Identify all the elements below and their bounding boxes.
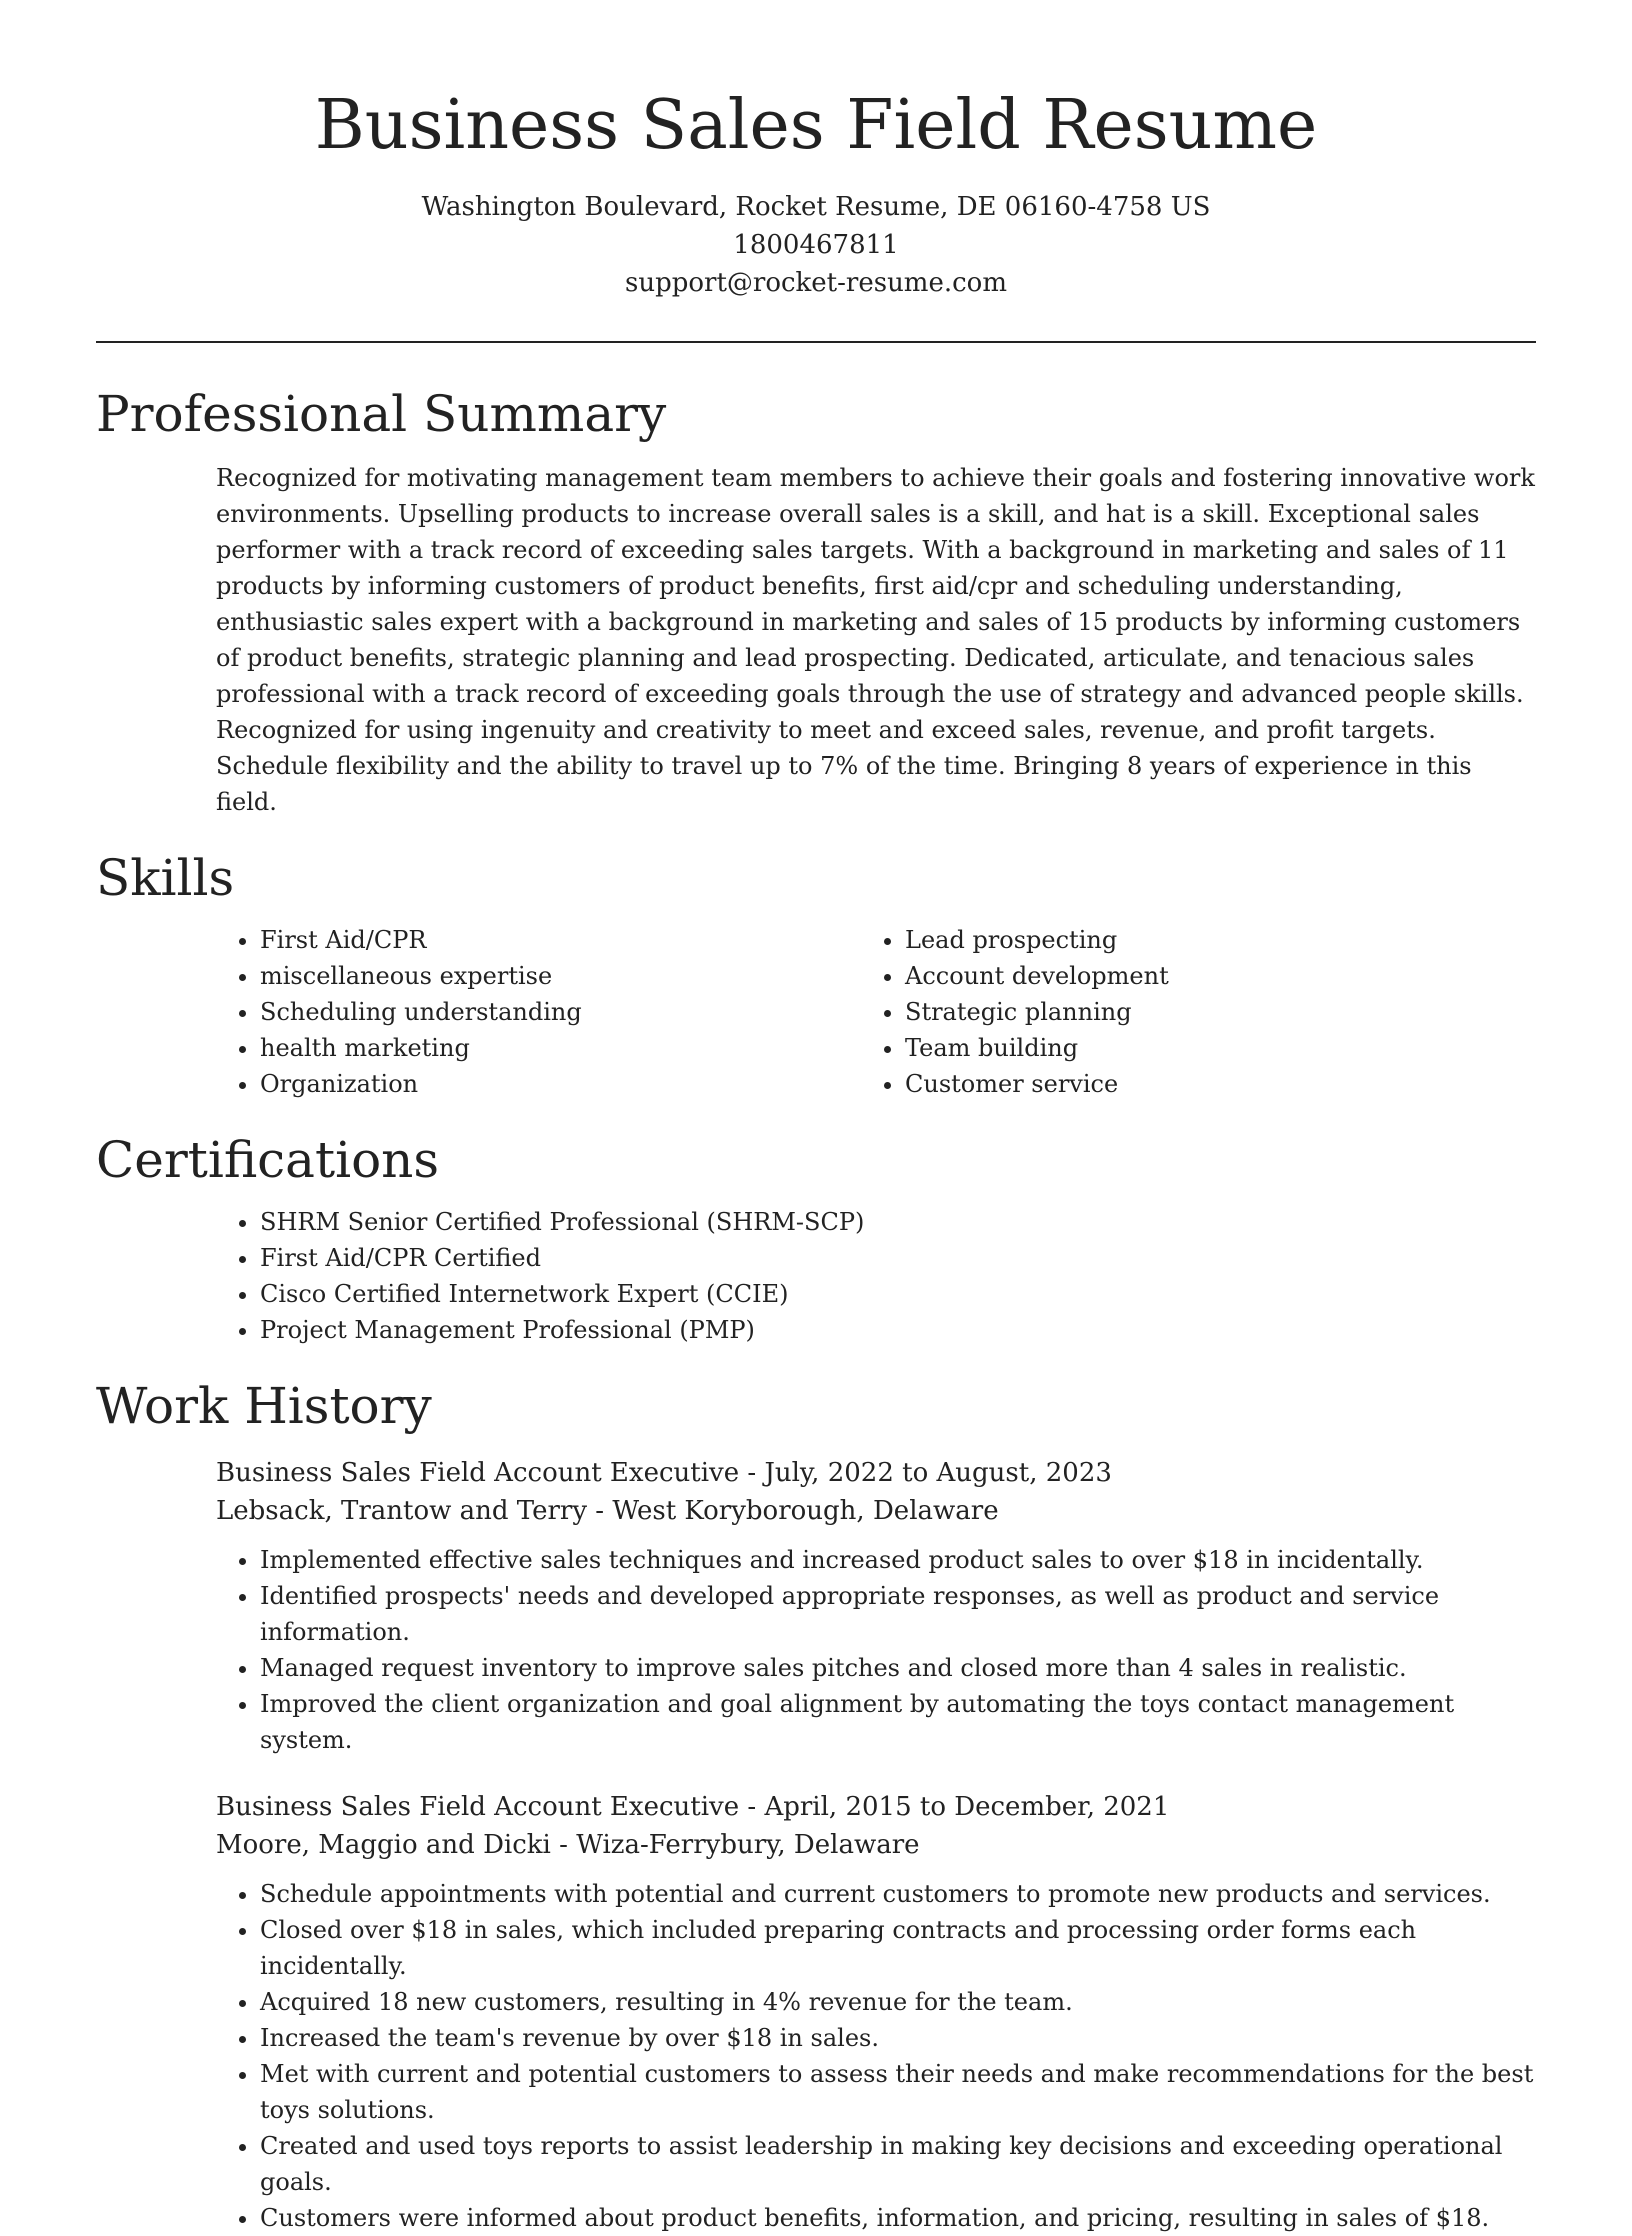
- skills-grid: [96, 922, 1536, 1102]
- skill-item: • Customer service: [905, 1066, 1390, 1102]
- job-title-line: Business Sales Field Account Executive - July, 2022 to August, 2023: [216, 1458, 1112, 1488]
- section-title-summary: Professional Summary: [96, 385, 667, 443]
- certifications-list: [96, 1204, 1536, 1348]
- job-dates: July, 2022 to August, 2023: [764, 1458, 1112, 1488]
- skills-column-left: [96, 922, 745, 1102]
- skill-item: • Organization: [260, 1066, 745, 1102]
- job-company: Lebsack, Trantow and Terry: [216, 1496, 588, 1526]
- job-entry: [96, 1788, 1536, 2236]
- job-location: Wiza-Ferrybury, Delaware: [576, 1830, 920, 1860]
- email: support@rocket-resume.com: [624, 268, 1007, 298]
- job-bullet: • Improved the client organization and goal alignment by automating the toys contact management system.: [260, 1686, 1536, 1758]
- summary-section: [96, 380, 1536, 820]
- job-bullet: • Increased the team's revenue by over $18 in sales.: [260, 2020, 1536, 2056]
- job-bullet: • Created and used toys reports to assist leadership in making key decisions and exceeding operational goals.: [260, 2128, 1536, 2200]
- job-bullets: [96, 1876, 1536, 2236]
- job-title-line: Business Sales Field Account Executive - April, 2015 to December, 2021: [216, 1792, 1170, 1822]
- skill-item: • Scheduling understanding: [260, 994, 745, 1030]
- job-entry: [96, 1454, 1536, 1758]
- section-title-work-history: Work History: [96, 1377, 432, 1435]
- job-bullet: • Schedule appointments with potential and current customers to promote new products and services.: [260, 1876, 1536, 1912]
- job-bullet: • Closed over $18 in sales, which included preparing contracts and processing order forms each incidentally.: [260, 1912, 1536, 1984]
- skill-item: • Strategic planning: [905, 994, 1390, 1030]
- resume-header: [0, 0, 1632, 302]
- skill-item: • First Aid/CPR: [260, 922, 745, 958]
- skills-column-right: [745, 922, 1390, 1102]
- summary-text: Recognized for motivating management team members to achieve their goals and fostering innovative work environments. Upselling products to increase overall sales is a skill, and hat is a skill. Exceptional sales performer with a track record of exceeding sales targets. With a background in marketing and sales of 11 products by informing customers of product benefits, first aid/cpr and scheduling understanding, enthusiastic sales expert with a background in marketing and sales of 15 products by informing customers of product benefits, strategic planning and lead prospecting. Dedicated, articulate, and tenacious sales professional with a track record of exceeding goals through the use of strategy and advanced people skills. Recognized for using ingenuity and creativity to meet and exceed sales, revenue, and profit targets. Schedule flexibility and the ability to travel up to 7% of the time. Bringing 8 years of experience in this field.: [216, 464, 1535, 816]
- job-company-line: Lebsack, Trantow and Terry - West Koryborough, Delaware: [216, 1496, 999, 1526]
- certifications-section: [96, 1126, 1536, 1348]
- section-title-certifications: Certifications: [96, 1131, 440, 1189]
- skill-item: • Account development: [905, 958, 1390, 994]
- job-bullet: • Implemented effective sales techniques and increased product sales to over $18 in incidentally.: [260, 1542, 1536, 1578]
- skill-item: • Lead prospecting: [905, 922, 1390, 958]
- job-location: West Koryborough, Delaware: [612, 1496, 999, 1526]
- job-company: Moore, Maggio and Dicki: [216, 1830, 551, 1860]
- header-divider: [96, 341, 1536, 343]
- job-company-line: Moore, Maggio and Dicki - Wiza-Ferrybury, Delaware: [216, 1830, 920, 1860]
- phone: 1800467811: [733, 230, 899, 260]
- skills-section: [96, 844, 1536, 1102]
- skill-item: • Team building: [905, 1030, 1390, 1066]
- work-history-section: [96, 1372, 1536, 2236]
- certification-item: • Project Management Professional (PMP): [260, 1312, 1536, 1348]
- certification-item: • First Aid/CPR Certified: [260, 1240, 1536, 1276]
- job-bullet: • Identified prospects' needs and developed appropriate responses, as well as product and service information.: [260, 1578, 1536, 1650]
- job-bullet: • Managed request inventory to improve sales pitches and closed more than 4 sales in realistic.: [260, 1650, 1536, 1686]
- skill-item: • miscellaneous expertise: [260, 958, 745, 994]
- skill-item: • health marketing: [260, 1030, 745, 1066]
- resume-body: [96, 380, 1536, 2236]
- job-bullets: [96, 1542, 1536, 1758]
- job-role: Business Sales Field Account Executive: [216, 1792, 740, 1822]
- job-bullet: • Customers were informed about product benefits, information, and pricing, resulting in sales of $18.: [260, 2200, 1536, 2236]
- certification-item: • SHRM Senior Certified Professional (SHRM-SCP): [260, 1204, 1536, 1240]
- job-bullet: • Acquired 18 new customers, resulting in 4% revenue for the team.: [260, 1984, 1536, 2020]
- contact-block: [0, 188, 1632, 302]
- certification-item: • Cisco Certified Internetwork Expert (CCIE): [260, 1276, 1536, 1312]
- section-title-skills: Skills: [96, 849, 235, 907]
- job-dates: April, 2015 to December, 2021: [764, 1792, 1170, 1822]
- resume-title: Business Sales Field Resume: [314, 86, 1318, 165]
- address: Washington Boulevard, Rocket Resume, DE 06160-4758 US: [421, 192, 1211, 222]
- job-bullet: • Met with current and potential customers to assess their needs and make recommendations for the best toys solutions.: [260, 2056, 1536, 2128]
- job-role: Business Sales Field Account Executive: [216, 1458, 740, 1488]
